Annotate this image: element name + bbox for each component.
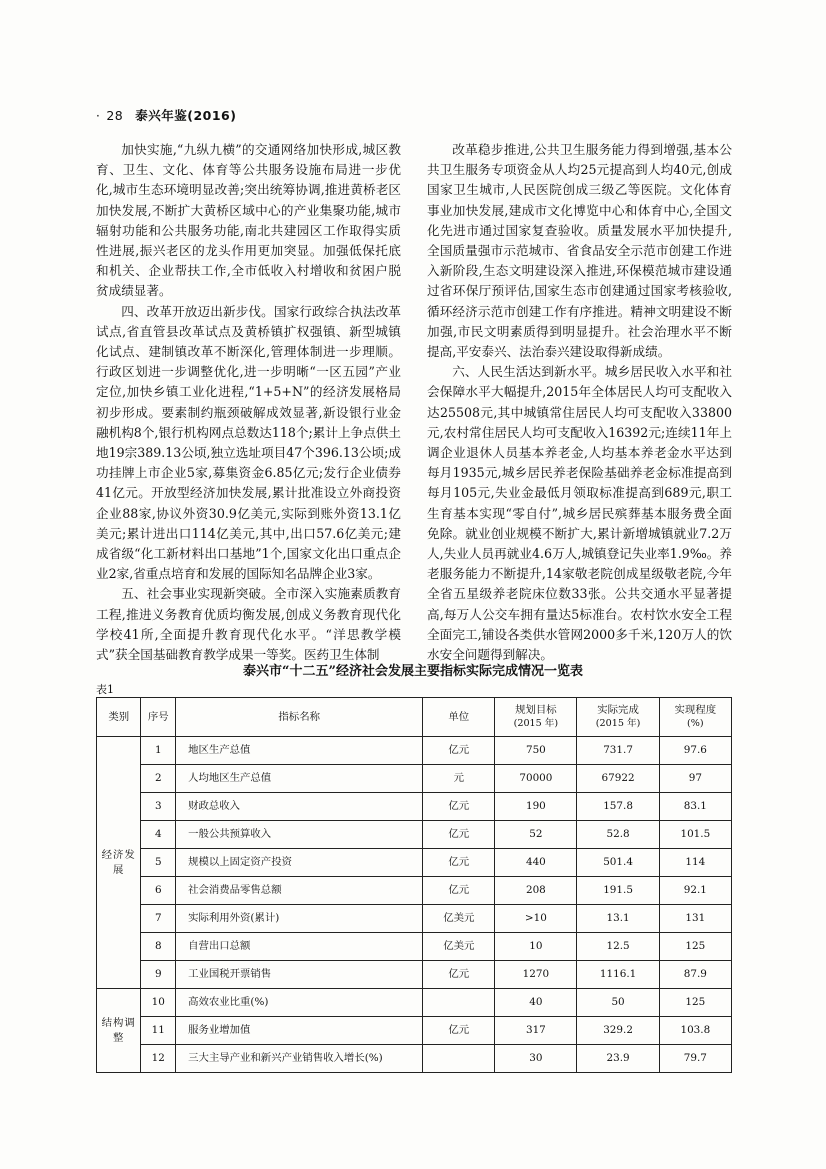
cell-rate: 97: [659, 765, 731, 793]
category-cell: 经济发展: [97, 737, 141, 989]
cell-rate: 103.8: [659, 1017, 731, 1045]
table-body: [97, 737, 732, 1073]
cell-rate: 101.5: [659, 821, 731, 849]
cell-plan: 40: [495, 989, 577, 1017]
cell-rate: 97.6: [659, 737, 731, 765]
cell-plan: 190: [495, 793, 577, 821]
paragraph: 六、人民生活达到新水平。城乡居民收入水平和社会保障水平大幅提升,2015年全体居民人均可支配收入达25508元,其中城镇常住居民人均可支配收入33800元,农村常住居民人均可支配收入16392元;连续11年上调企业退休人员基本养老金,人均基本养老金水平达到每月1935元,城乡居民养老保险基础养老金标准提高到每月105元,失业金最低月领取标准提高到689元,职工生育基本实现“零自付”,城乡居民殡葬基本服务费全面免除。就业创业规模不断扩大,累计新增城镇就业7.2万人,失业人员再就业4.6万人,城镇登记失业率1.9‰。养老服务能力不断提升,14家敬老院创成星级敬老院,今年全省五星级养老院床位数33张。公共交通水平显著提高,每万人公交车拥有量达5标准台。农村饮水安全工程全面完工,铺设各类供水管网2000多千米,120万人的饮水安全问题得到解决。: [427, 364, 732, 663]
cell-name: 人均地区生产总值: [176, 765, 423, 793]
cell-name: 三大主导产业和新兴产业销售收入增长(%): [176, 1045, 423, 1073]
cell-no: 6: [141, 877, 176, 905]
table-header-row: [97, 698, 732, 737]
cell-name: 地区生产总值: [176, 737, 423, 765]
table-row: [97, 905, 732, 933]
cell-unit: 亿元: [423, 1017, 495, 1045]
column-header-rate: 实现程度 (%): [659, 698, 731, 737]
cell-name: 工业国税开票销售: [176, 961, 423, 989]
column-header-category: 类别: [97, 698, 141, 737]
cell-no: 3: [141, 793, 176, 821]
cell-plan: 1270: [495, 961, 577, 989]
cell-unit: 亿元: [423, 961, 495, 989]
category-cell: 结构调整: [97, 989, 141, 1073]
table-row: [97, 849, 732, 877]
cell-no: 9: [141, 961, 176, 989]
cell-actual: 1116.1: [577, 961, 659, 989]
paragraph: 加快实施,“九纵九横”的交通网络加快形成,城区教育、卫生、文化、体育等公共服务设施布局进一步优化,城市生态环境明显改善;突出统筹协调,推进黄桥老区加快发展,不断扩大黄桥区域中心的产业集聚功能,城市辐射功能和公共服务功能,南北共建园区工作取得实质性进展,振兴老区的龙头作用更加突显。加强低保托底和机关、企业帮扶工作,全市低收入村增收和贫困户脱贫成绩显著。: [96, 142, 401, 299]
cell-unit: [423, 989, 495, 1017]
cell-unit: 元: [423, 765, 495, 793]
cell-no: 12: [141, 1045, 176, 1073]
cell-no: 8: [141, 933, 176, 961]
column-header-unit: 单位: [423, 698, 495, 737]
column-header-actual: 实际完成 (2015 年): [577, 698, 659, 737]
cell-actual: 67922: [577, 765, 659, 793]
left-column: [96, 140, 401, 665]
cell-unit: 亿元: [423, 821, 495, 849]
cell-actual: 501.4: [577, 849, 659, 877]
cell-actual: 191.5: [577, 877, 659, 905]
header-dot: ·: [96, 109, 101, 123]
table-header: [97, 698, 732, 737]
cell-rate: 125: [659, 933, 731, 961]
cell-plan: 208: [495, 877, 577, 905]
cell-plan: 30: [495, 1045, 577, 1073]
paragraph: 改革稳步推进,公共卫生服务能力得到增强,基本公共卫生服务专项资金从人均25元提高到人均40元,创成国家卫生城市,人民医院创成三级乙等医院。文化体育事业加快发展,建成市文化博览中心和体育中心,全国文化先进市通过国家复查验收。质量发展水平加快提升,全国质量强市示范城市、省食品安全示范市创建工作进入新阶段,生态文明建设深入推进,环保模范城市建设通过省环保厅预评估,国家生态市创建通过国家考核验收,循环经济示范市创建工作有序推进。精神文明建设不断加强,市民文明素质得到明显提升。社会治理水平不断提高,平安泰兴、法治泰兴建设取得新成绩。: [427, 142, 732, 360]
cell-no: 11: [141, 1017, 176, 1045]
cell-name: 财政总收入: [176, 793, 423, 821]
table-caption: 泰兴市“十二五”经济社会发展主要指标实际完成情况一览表: [243, 664, 583, 679]
cell-no: 2: [141, 765, 176, 793]
table-row: [97, 737, 732, 765]
cell-rate: 87.9: [659, 961, 731, 989]
cell-plan: >10: [495, 905, 577, 933]
cell-actual: 12.5: [577, 933, 659, 961]
cell-name: 一般公共预算收入: [176, 821, 423, 849]
table-row: [97, 961, 732, 989]
table-row: [97, 1045, 732, 1073]
cell-name: 自营出口总额: [176, 933, 423, 961]
table-row: [97, 765, 732, 793]
table-row: [97, 821, 732, 849]
column-header-no: 序号: [141, 698, 176, 737]
table-row: [97, 877, 732, 905]
cell-actual: 157.8: [577, 793, 659, 821]
table-row: [97, 933, 732, 961]
cell-plan: 317: [495, 1017, 577, 1045]
cell-name: 服务业增加值: [176, 1017, 423, 1045]
cell-plan: 70000: [495, 765, 577, 793]
column-header-name: 指标名称: [176, 698, 423, 737]
cell-rate: 114: [659, 849, 731, 877]
cell-plan: 440: [495, 849, 577, 877]
cell-unit: 亿元: [423, 793, 495, 821]
cell-actual: 52.8: [577, 821, 659, 849]
cell-rate: 83.1: [659, 793, 731, 821]
cell-name: 实际利用外资(累计): [176, 905, 423, 933]
cell-plan: 10: [495, 933, 577, 961]
cell-unit: [423, 1045, 495, 1073]
cell-no: 7: [141, 905, 176, 933]
page-number: 28: [106, 108, 124, 123]
cell-name: 高效农业比重(%): [176, 989, 423, 1017]
page-header: [96, 106, 236, 124]
text-columns: [96, 140, 732, 665]
cell-actual: 731.7: [577, 737, 659, 765]
cell-rate: 79.7: [659, 1045, 731, 1073]
table-row: [97, 1017, 732, 1045]
paragraph: 四、改革开放迈出新步伐。国家行政综合执法改革试点,省直管县改革试点及黄桥镇扩权强镇、新型城镇化试点、建制镇改革不断深化,管理体制进一步理顺。行政区划进一步调整优化,进一步明晰“一区五园”产业定位,加快乡镇工业化进程,“1+5+N”的经济发展格局初步形成。要素制约瓶颈破解成效显著,新设银行业金融机构8个,银行机构网点总数达118个;累计上争点供土地19宗389.13公顷,独立选址项目47个396.13公顷;成功挂牌上市企业5家,募集资金6.85亿元;发行企业债券41亿元。开放型经济加快发展,累计批准设立外商投资企业88家,协议外资30.9亿美元,实际到账外资13.1亿美元;累计进出口114亿美元,其中,出口57.6亿美元;建成省级“化工新材料出口基地”1个,国家文化出口重点企业2家,省重点培育和发展的国际知名品牌企业3家。: [96, 303, 401, 582]
table-row: [97, 989, 732, 1017]
cell-rate: 92.1: [659, 877, 731, 905]
right-column: [427, 140, 732, 665]
cell-no: 1: [141, 737, 176, 765]
book-title: 泰兴年鉴(2016): [135, 108, 237, 123]
paragraph: 五、社会事业实现新突破。全市深入实施素质教育工程,推进义务教育优质均衡发展,创成义务教育现代化学校41所,全面提升教育现代化水平。“洋思教学模式”获全国基础教育教学成果一等奖。医药卫生体制: [96, 586, 401, 663]
table-label: 表1: [96, 683, 114, 696]
cell-actual: 13.1: [577, 905, 659, 933]
cell-plan: 750: [495, 737, 577, 765]
cell-actual: 23.9: [577, 1045, 659, 1073]
cell-name: 社会消费品零售总额: [176, 877, 423, 905]
table-row: [97, 793, 732, 821]
column-header-plan: 规划目标 (2015 年): [495, 698, 577, 737]
cell-unit: 亿元: [423, 877, 495, 905]
cell-no: 5: [141, 849, 176, 877]
cell-unit: 亿元: [423, 737, 495, 765]
cell-no: 10: [141, 989, 176, 1017]
cell-unit: 亿美元: [423, 933, 495, 961]
cell-name: 规模以上固定资产投资: [176, 849, 423, 877]
cell-rate: 125: [659, 989, 731, 1017]
cell-actual: 50: [577, 989, 659, 1017]
cell-unit: 亿元: [423, 849, 495, 877]
cell-no: 4: [141, 821, 176, 849]
indicators-table: [96, 697, 732, 1073]
cell-rate: 131: [659, 905, 731, 933]
cell-unit: 亿美元: [423, 905, 495, 933]
cell-plan: 52: [495, 821, 577, 849]
cell-actual: 329.2: [577, 1017, 659, 1045]
